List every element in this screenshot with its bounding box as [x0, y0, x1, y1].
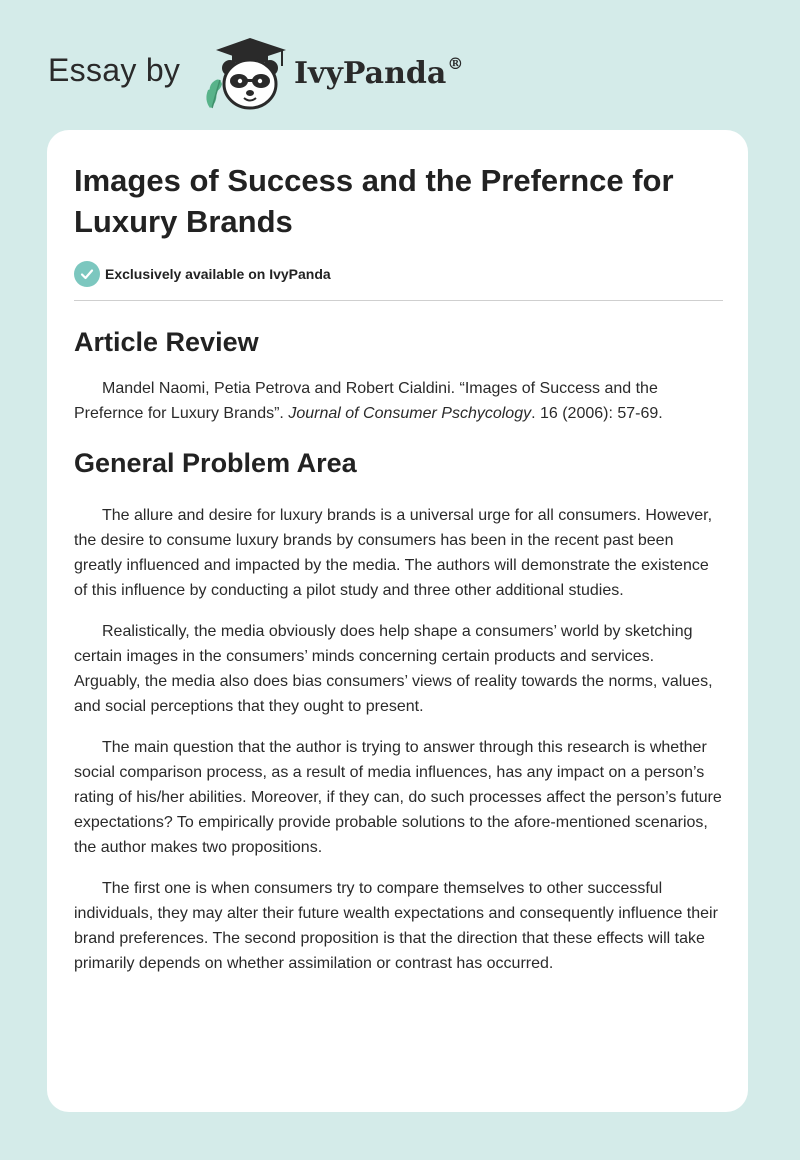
essay-card — [47, 130, 748, 1112]
citation-paragraph — [74, 376, 724, 426]
essay-content — [74, 160, 724, 976]
divider — [74, 300, 723, 301]
citation-authors: Mandel Naomi, Petia Petrova and Robert Cialdini. “Images of Success and the Prefernce for Luxury Brands”. — [74, 380, 658, 422]
body-paragraph: The allure and desire for luxury brands is a universal urge for all consumers. However, the desire to consume luxury brands by consumers has been in the recent past been greatly influenced and impacted by the media. The authors will demonstrate the existence of this influence by conducting a pilot study and three other additional studies. — [74, 507, 713, 599]
citation-journal: Journal of Consumer Pschycology — [288, 405, 532, 422]
section-heading-article-review: Article Review — [74, 327, 259, 357]
check-icon — [74, 261, 100, 287]
body-paragraph: The first one is when consumers try to compare themselves to other successful individuals, they may alter their future wealth expectations and consequently influence their brand preferences. The second proposition is that the direction that these effects will take primarily depends on whether assimilation or contrast has occurred. — [74, 880, 718, 972]
brand-prefix: Essay by — [48, 52, 181, 88]
exclusive-notice — [74, 260, 724, 288]
body-paragraph: The main question that the author is trying to answer through this research is whether social comparison process, as a result of media influences, has any impact on a person’s rating of his/her abilities. Moreover, if they can, do such processes affect the person’s future expectations? To empirically provide probable solutions to the afore-mentioned scenarios, the author makes two propositions. — [74, 739, 722, 856]
citation-details: . 16 (2006): 57-69. — [531, 405, 663, 422]
section-heading-general-problem-area: General Problem Area — [74, 448, 357, 478]
body-paragraph: Realistically, the media obviously does help shape a consumers’ world by sketching certain images in the consumers’ minds concerning certain products and services. Arguably, the media also does bias consumers’ views of reality towards the norms, values, and social perceptions that they ought to present. — [74, 623, 713, 715]
exclusive-label: Exclusively available on IvyPanda — [105, 266, 331, 282]
brand-name: IvyPanda® — [294, 54, 464, 91]
brand-header — [48, 36, 508, 116]
page-title: Images of Success and the Prefernce for Luxury Brands — [74, 163, 674, 239]
panda-graduation-cap-logo-icon — [202, 36, 294, 112]
